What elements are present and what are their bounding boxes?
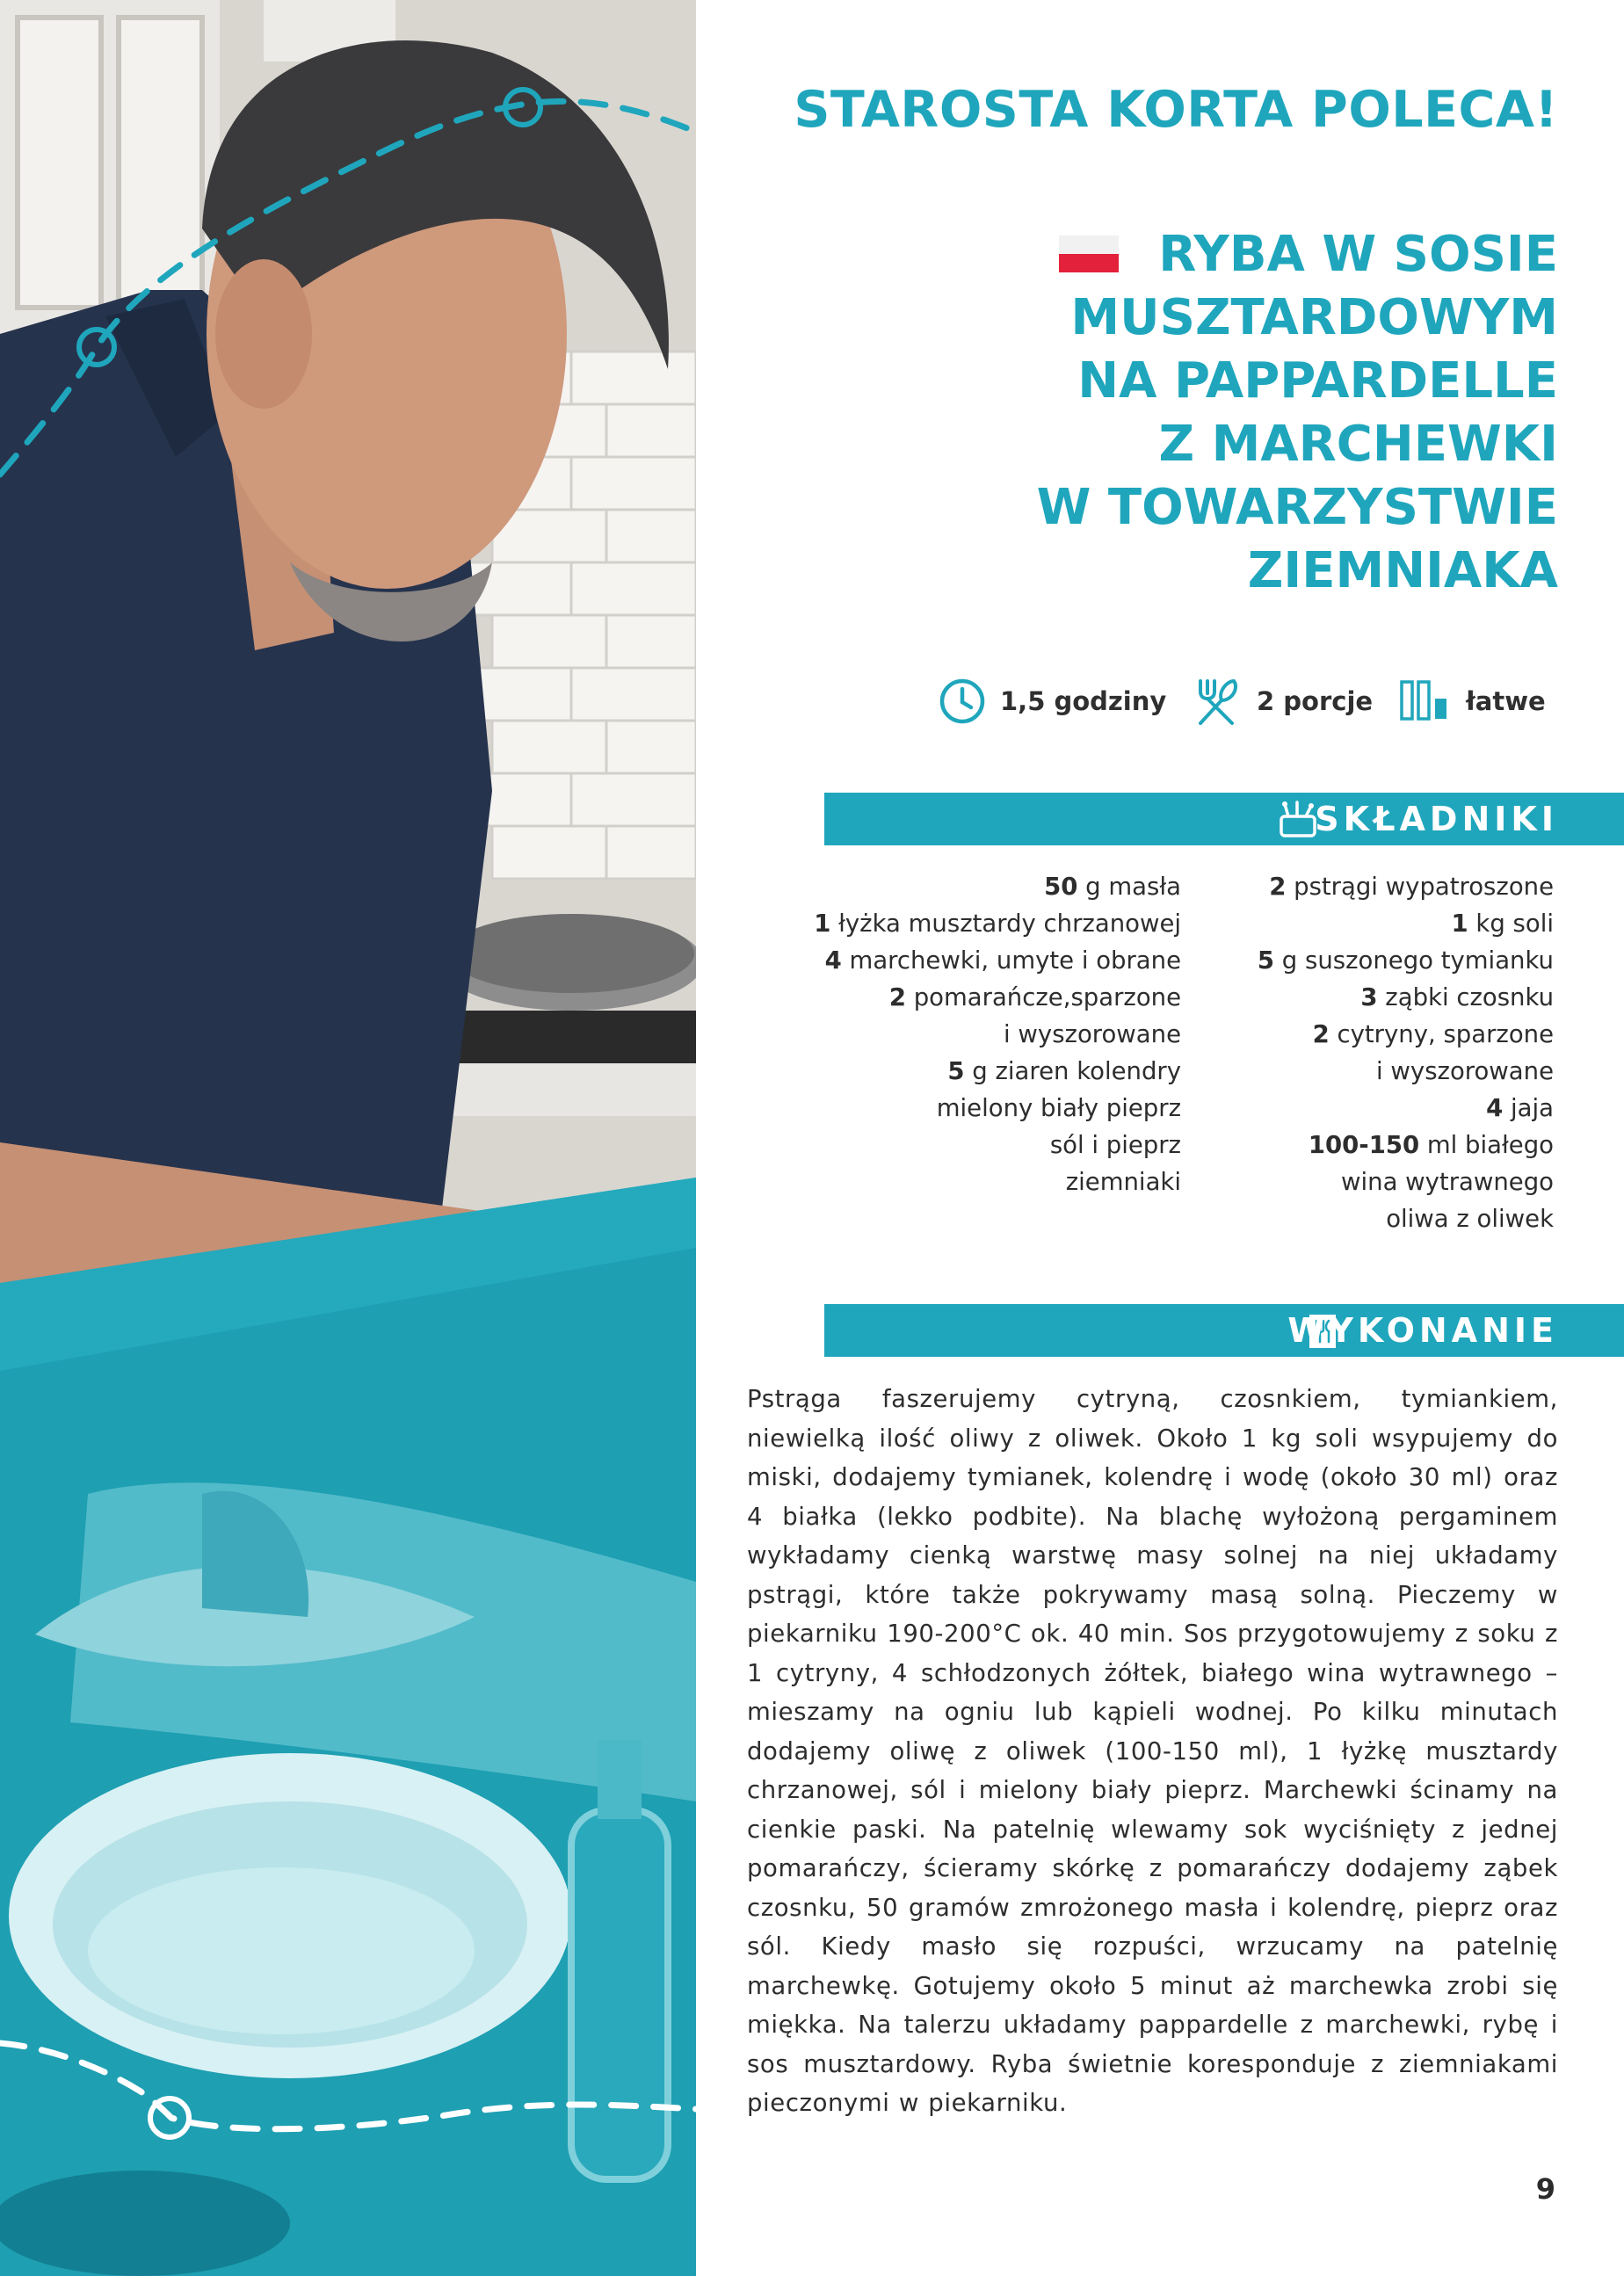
ingredient-item: wina wytrawnego [1341, 1168, 1554, 1196]
ingredient-item: mielony biały pieprz [936, 1094, 1181, 1122]
cutlery-icon [1192, 676, 1243, 727]
ingredients-label: SKŁADNIKI [1315, 800, 1558, 838]
method-paragraph: Pstrąga faszerujemy cytryną, czosnkiem, tymiankiem, niewielką ilość oliwy z oliwek. Około 1 kg soli wsypujemy do miski, dodajemy tymianek, kolendrę i wodę (około 30 ml) oraz 4 białka (lekko podbite). Na blachę wyłożoną pergaminem wykładamy cienką warstwę masy solnej na niej układamy pstrągi, które także pokrywamy masą solną. Pieczemy w piekarniku 190-200°C ok. 40 min. Sos przygotowujemy z soku z 1 cytryny, 4 schłodzonych żółtek, białego wina wytrawnego – mieszamy na ogniu lub kąpieli wodnej. Po kilku minutach dodajemy oliwę z oliwek (100-150 ml), 1 łyżkę musztardy chrzanowej, sól i mielony biały pieprz. Marchewki ścinamy na cienkie paski. Na patelnię wlewamy sok wyciśnięty z jednej pomarańczy, ścieramy skórkę z pomarańczy dodajemy ząbek czosnku, 50 gramów zmrożonego masła i kolendrę, pieprz oraz sól. Kiedy masło się rozpuści, wrzucamy na patelnię marchewkę. Gotujemy około 5 minut aż marchewka zrobi się miękka. Na talerzu układamy pappardelle z marchewki, rybę i sos musztardowy. Ryba świetnie koresponduje z ziemniakami pieczonymi w piekarniku. [747, 1385, 1558, 2117]
difficulty-bars-icon [1399, 679, 1452, 723]
recipe-title-line: ZIEMNIAKA [1247, 542, 1558, 599]
recipe-title-line: RYBA W SOSIE [1158, 226, 1558, 283]
ingredient-item: 4 marchewki, umyte i obrane [824, 946, 1181, 975]
recipe-title-line: NA PAPPARDELLE [1077, 352, 1558, 410]
time-text: 1,5 godziny [1000, 686, 1167, 716]
method-header [824, 1304, 1624, 1357]
ingredients-icon [1278, 801, 1318, 839]
ingredient-item: 1 łyżka musztardy chrzanowej [814, 910, 1181, 938]
difficulty-text: łatwe [1466, 686, 1546, 716]
ingredient-item: i wyszorowane [1376, 1057, 1554, 1085]
difficulty-info [1399, 675, 1546, 728]
recipe-title-line: MUSZTARDOWYM [1070, 289, 1558, 346]
chef-photo [0, 0, 696, 2276]
ingredient-item: 2 pstrągi wypatroszone [1269, 873, 1554, 901]
ingredient-item: 50 g masła [1044, 873, 1181, 901]
ingredient-item: 100-150 ml białego [1308, 1131, 1554, 1159]
recipe-title-line: Z MARCHEWKI [1158, 416, 1558, 473]
clock-icon [939, 678, 986, 725]
ingredients-right-list [1258, 868, 1554, 1237]
ingredient-item: 4 jaja [1486, 1094, 1554, 1122]
ingredient-item: 2 pomarańcze,sparzone [888, 983, 1181, 1011]
ingredients-header [824, 793, 1624, 845]
ingredient-item: 2 cytryny, sparzone [1312, 1020, 1554, 1048]
ingredient-item: oliwa z oliwek [1386, 1205, 1554, 1233]
ingredient-item: ziemniaki [1065, 1168, 1181, 1196]
recipe-title-line: W TOWARZYSTWIE [1036, 479, 1558, 536]
page-number: 9 [1535, 2172, 1555, 2206]
time-info [939, 675, 1166, 728]
ingredient-item: 3 ząbki czosnku [1360, 983, 1554, 1011]
page-heading: STAROSTA KORTA POLECA! [794, 81, 1558, 139]
servings-text: 2 porcje [1257, 686, 1374, 716]
ingredient-item: sól i pieprz [1049, 1131, 1181, 1159]
ingredient-item: 1 kg soli [1451, 910, 1554, 938]
ingredient-item: i wyszorowane [1004, 1020, 1181, 1048]
method-label: WYKONANIE [1287, 1311, 1558, 1350]
ingredients-left-list [814, 868, 1181, 1200]
ingredient-item: 5 g ziaren kolendry [947, 1057, 1181, 1085]
servings-info [1192, 675, 1373, 728]
ingredient-item: 5 g suszonego tymianku [1257, 946, 1554, 975]
recipe-title [1037, 223, 1558, 603]
